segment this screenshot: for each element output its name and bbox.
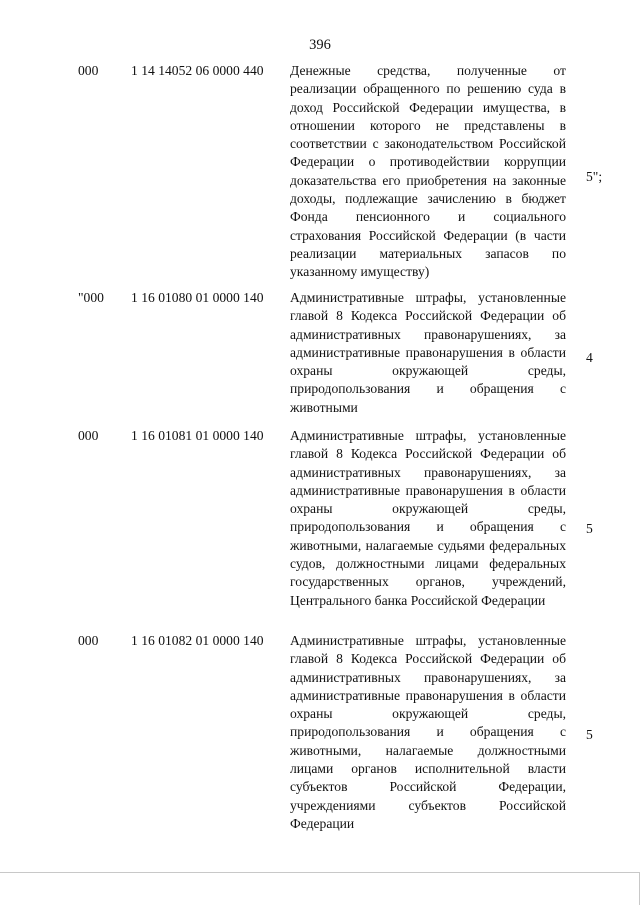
- scan-edge-line: [0, 872, 640, 873]
- distribution-norm: 4: [586, 350, 593, 365]
- distribution-norm: 5";: [586, 169, 603, 184]
- admin-code: 000: [78, 428, 99, 443]
- admin-code: "000: [78, 290, 104, 305]
- budget-code: 1 14 14052 06 0000 440: [131, 63, 264, 78]
- income-description: Денежные средства, полученные от реализации обращенного по решению суда в доход Российской Федерации имущества, в отношении которого не представлены в соответствии с законодательством Российской Федерации о противодействии коррупции доказательства его приобретения на законные доходы, подлежащие зачислению в бюджет Фонда пенсионного и социального страхования Российской Федерации (в части реализации материальных запасов по указанному имуществу): [290, 63, 566, 280]
- distribution-norm: 5: [586, 727, 593, 742]
- admin-code: 000: [78, 63, 99, 78]
- income-description: Административные штрафы, установленные главой 8 Кодекса Российской Федерации об административных правонарушениях, за административные правонарушения в области охраны окружающей среды, природопользования и обращения с животными, налагаемые судьями федеральных судов, должностными лицами федеральных государственных органов, учреждений, Центрального банка Российской Федерации: [290, 428, 566, 608]
- budget-code: 1 16 01080 01 0000 140: [131, 290, 264, 305]
- distribution-norm: 5: [586, 521, 593, 536]
- page-number: 396: [309, 37, 331, 53]
- income-description: Административные штрафы, установленные главой 8 Кодекса Российской Федерации об административных правонарушениях, за административные правонарушения в области охраны окружающей среды, природопользования и обращения с животными: [290, 290, 566, 415]
- income-description: Административные штрафы, установленные главой 8 Кодекса Российской Федерации об административных правонарушениях, за административные правонарушения в области охраны окружающей среды, природопользования и обращения с животными, налагаемые должностными лицами органов исполнительной власти субъектов Российской Федерации, учреждениями субъектов Российской Федерации: [290, 633, 566, 831]
- budget-code: 1 16 01082 01 0000 140: [131, 633, 264, 648]
- admin-code: 000: [78, 633, 99, 648]
- budget-code: 1 16 01081 01 0000 140: [131, 428, 264, 443]
